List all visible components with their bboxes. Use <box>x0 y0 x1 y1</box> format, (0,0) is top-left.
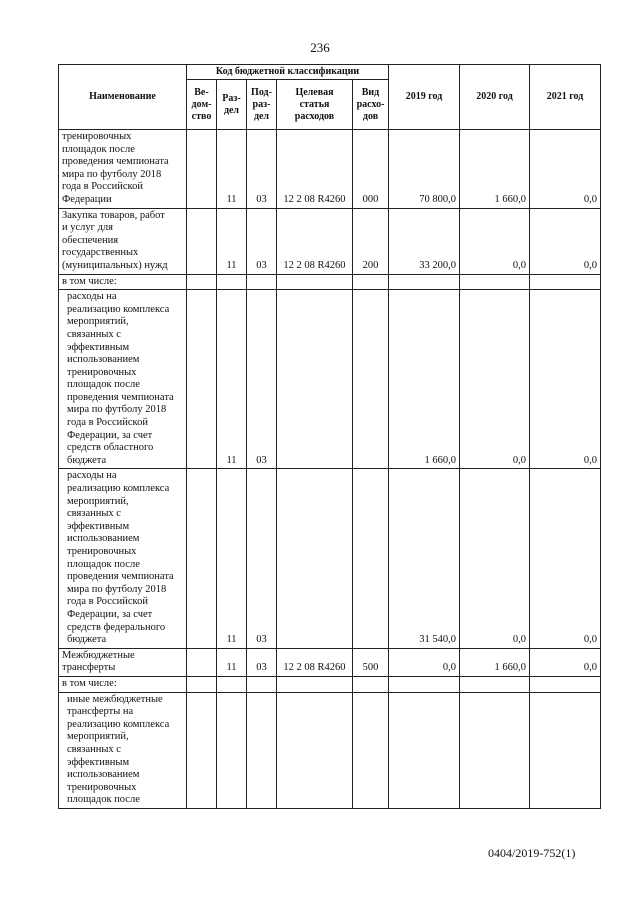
cell-target <box>277 676 353 692</box>
cell-podrazdel: 03 <box>247 469 277 648</box>
cell-2019: 31 540,0 <box>389 469 460 648</box>
cell-2020: 0,0 <box>460 290 530 469</box>
table-row <box>59 290 601 469</box>
cell-target <box>277 274 353 290</box>
cell-2019: 33 200,0 <box>389 208 460 274</box>
header-row-1 <box>59 65 601 80</box>
cell-vedomstvo <box>187 290 217 469</box>
cell-podrazdel: 03 <box>247 648 277 676</box>
table-row <box>59 676 601 692</box>
header-razdel: Раз- дел <box>217 80 247 130</box>
header-vedomstvo: Ве- дом- ство <box>187 80 217 130</box>
header-name: Наименование <box>59 65 187 130</box>
cell-razdel: 11 <box>217 648 247 676</box>
cell-name: Закупка товаров, работ и услуг для обеспечения государственных (муниципальных) нужд <box>59 208 187 274</box>
cell-name: в том числе: <box>59 274 187 290</box>
cell-podrazdel: 03 <box>247 208 277 274</box>
cell-2019 <box>389 676 460 692</box>
table-row <box>59 692 601 808</box>
cell-2021: 0,0 <box>530 290 601 469</box>
cell-2019: 1 660,0 <box>389 290 460 469</box>
header-2021: 2021 год <box>530 65 601 130</box>
cell-razdel: 11 <box>217 208 247 274</box>
header-podrazdel: Под- раз- дел <box>247 80 277 130</box>
cell-razdel: 11 <box>217 130 247 209</box>
cell-2021: 0,0 <box>530 208 601 274</box>
cell-target <box>277 692 353 808</box>
table-row <box>59 130 601 209</box>
table-row <box>59 208 601 274</box>
cell-name: в том числе: <box>59 676 187 692</box>
cell-vedomstvo <box>187 692 217 808</box>
cell-vid <box>353 274 389 290</box>
header-target: Целевая статья расходов <box>277 80 353 130</box>
cell-2020: 1 660,0 <box>460 130 530 209</box>
cell-razdel: 11 <box>217 469 247 648</box>
cell-2020: 0,0 <box>460 208 530 274</box>
cell-vedomstvo <box>187 274 217 290</box>
cell-vedomstvo <box>187 208 217 274</box>
cell-2019: 0,0 <box>389 648 460 676</box>
cell-2019 <box>389 274 460 290</box>
cell-podrazdel: 03 <box>247 290 277 469</box>
header-vid: Вид расхо- дов <box>353 80 389 130</box>
cell-vid: 200 <box>353 208 389 274</box>
cell-razdel <box>217 274 247 290</box>
page-number: 236 <box>310 40 330 55</box>
cell-name: расходы на реализацию комплекса мероприятий, связанных с эффективным использованием тренировочных площадок после проведения чемпионата мира по футболу 2018 года в Российской Федерации, за счет средств областного бюджета <box>59 290 187 469</box>
cell-name: Межбюджетные трансферты <box>59 648 187 676</box>
header-2019: 2019 год <box>389 65 460 130</box>
cell-2019 <box>389 692 460 808</box>
table-header <box>59 65 601 130</box>
cell-razdel <box>217 692 247 808</box>
cell-name: расходы на реализацию комплекса мероприятий, связанных с эффективным использованием тренировочных площадок после проведения чемпионата мира по футболу 2018 года в Российской Федерации, за счет средств федерального бюджета <box>59 469 187 648</box>
cell-2020 <box>460 676 530 692</box>
cell-razdel <box>217 676 247 692</box>
table-row <box>59 648 601 676</box>
cell-vid: 000 <box>353 130 389 209</box>
cell-target: 12 2 08 R4260 <box>277 648 353 676</box>
cell-vid <box>353 290 389 469</box>
table-row <box>59 469 601 648</box>
cell-2021 <box>530 676 601 692</box>
cell-target: 12 2 08 R4260 <box>277 130 353 209</box>
table-body <box>59 130 601 809</box>
cell-2020 <box>460 692 530 808</box>
cell-vid: 500 <box>353 648 389 676</box>
header-2020: 2020 год <box>460 65 530 130</box>
cell-vedomstvo <box>187 130 217 209</box>
header-classification-group: Код бюджетной классификации <box>187 65 389 80</box>
cell-2020 <box>460 274 530 290</box>
cell-vedomstvo <box>187 676 217 692</box>
cell-podrazdel <box>247 274 277 290</box>
cell-2021 <box>530 274 601 290</box>
budget-table <box>58 64 601 809</box>
cell-vedomstvo <box>187 469 217 648</box>
cell-vid <box>353 692 389 808</box>
table-row <box>59 274 601 290</box>
cell-2020: 1 660,0 <box>460 648 530 676</box>
cell-podrazdel <box>247 692 277 808</box>
cell-target <box>277 469 353 648</box>
document-code: 0404/2019-752(1) <box>488 846 576 860</box>
cell-2021: 0,0 <box>530 648 601 676</box>
cell-vedomstvo <box>187 648 217 676</box>
cell-name: иные межбюджетные трансферты на реализацию комплекса мероприятий, связанных с эффективным использованием тренировочных площадок после <box>59 692 187 808</box>
cell-razdel: 11 <box>217 290 247 469</box>
cell-vid <box>353 469 389 648</box>
cell-2021 <box>530 692 601 808</box>
cell-target <box>277 290 353 469</box>
cell-vid <box>353 676 389 692</box>
cell-2019: 70 800,0 <box>389 130 460 209</box>
cell-name: тренировочных площадок после проведения чемпионата мира по футболу 2018 года в Российской Федерации <box>59 130 187 209</box>
cell-target: 12 2 08 R4260 <box>277 208 353 274</box>
cell-podrazdel: 03 <box>247 130 277 209</box>
cell-2020: 0,0 <box>460 469 530 648</box>
cell-podrazdel <box>247 676 277 692</box>
cell-2021: 0,0 <box>530 469 601 648</box>
cell-2021: 0,0 <box>530 130 601 209</box>
